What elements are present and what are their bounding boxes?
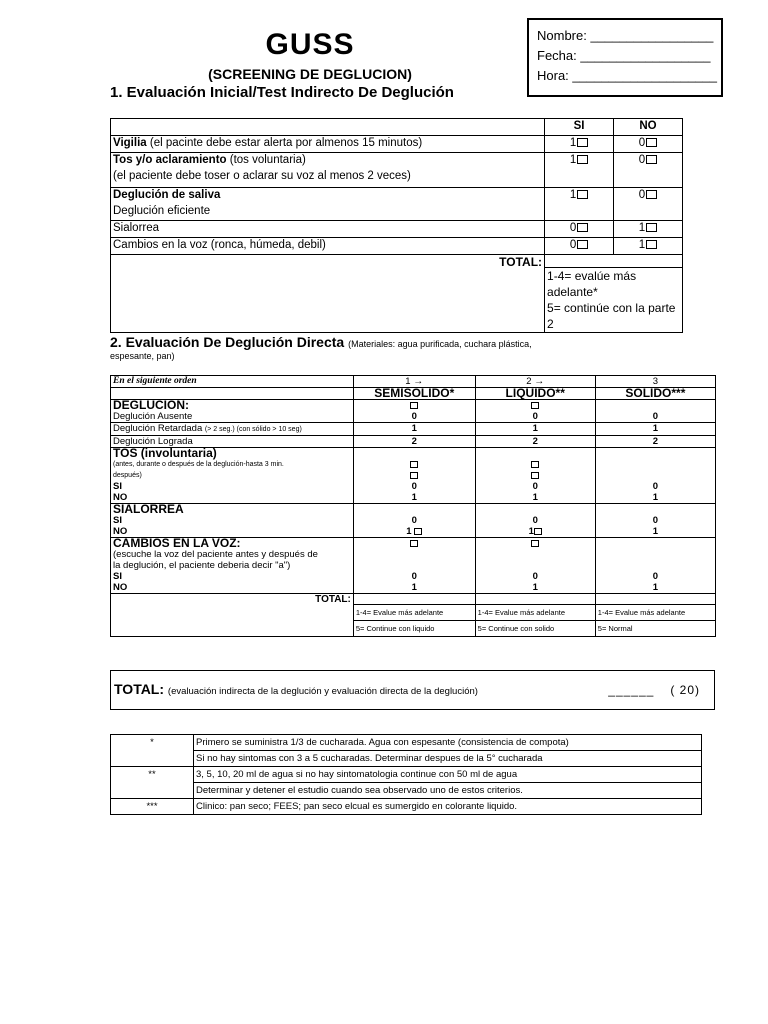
columns-row bbox=[111, 388, 716, 400]
table-row: Deglución Ausente 0 0 0 bbox=[111, 411, 716, 423]
checkbox-icon[interactable] bbox=[577, 190, 588, 199]
checkbox-icon[interactable] bbox=[577, 240, 588, 249]
indirect-test-table bbox=[110, 118, 683, 333]
liquido-total-input[interactable] bbox=[476, 594, 595, 605]
table-row: Deglución eficiente bbox=[111, 204, 683, 221]
checkbox-icon[interactable] bbox=[410, 402, 418, 409]
table1-total-row bbox=[111, 255, 683, 333]
section2-title: 2. Evaluación De Deglución Directa (Materiales: agua purificada, cuchara plástica, bbox=[110, 334, 532, 350]
document-subtitle: (SCREENING DE DEGLUCION) bbox=[208, 66, 412, 82]
order-label: En el siguiente orden bbox=[111, 376, 354, 388]
table-row: la deglución, el paciente deberia decir "a") bbox=[111, 560, 716, 571]
table-row: Vigilia (el pacinte debe estar alerta por almenos 15 minutos) 1 0 bbox=[111, 136, 683, 153]
document-title: GUSS bbox=[265, 28, 355, 61]
table-row: * Primero se suministra 1/3 de cucharada. Agua con espesante (consistencia de compota) bbox=[111, 735, 702, 751]
col-liquido: LIQUIDO** bbox=[475, 388, 595, 400]
table-row: Deglución Lograda 2 2 2 bbox=[111, 436, 716, 448]
table-row: Tos y/o aclaramiento (tos voluntaria) 1 0 bbox=[111, 153, 683, 170]
table-row: (antes, durante o después de la deglución-hasta 3 min. bbox=[111, 459, 716, 470]
table-row: (escuche la voz del paciente antes y después de bbox=[111, 549, 716, 560]
section1-title: 1. Evaluación Inicial/Test Indirecto De Deglución bbox=[110, 84, 454, 101]
semisolido-total-input[interactable] bbox=[354, 594, 475, 605]
table-row: SI 0 0 0 bbox=[111, 481, 716, 492]
table-row: SI 0 0 0 bbox=[111, 571, 716, 582]
table-row: SI 0 0 0 bbox=[111, 515, 716, 526]
fecha-field[interactable]: Fecha: __________________ bbox=[537, 48, 711, 63]
footnotes-table bbox=[110, 734, 702, 815]
checkbox-icon[interactable] bbox=[414, 528, 422, 535]
table-row: ** 3, 5, 10, 20 ml de agua si no hay sintomatologia continue con 50 ml de agua bbox=[111, 767, 702, 783]
table-row: Deglución de saliva 1 0 bbox=[111, 188, 683, 205]
checkbox-icon[interactable] bbox=[646, 138, 657, 147]
table1-total-label: TOTAL: bbox=[499, 255, 543, 269]
table-row: después) bbox=[111, 470, 716, 481]
table-row: Determinar y detener el estudio cuando sea observado uno de estos criterios. bbox=[111, 783, 702, 799]
checkbox-icon[interactable] bbox=[534, 528, 542, 535]
table1-note1: 1-4= evalúe más adelante* bbox=[547, 269, 637, 299]
checkbox-icon[interactable] bbox=[531, 402, 539, 409]
table-row: Cambios en la voz (ronca, húmeda, debil) 0 1 bbox=[111, 238, 683, 255]
solido-total-input[interactable] bbox=[596, 594, 715, 605]
table-row: NO 1 1 1 bbox=[111, 582, 716, 594]
checkbox-icon[interactable] bbox=[577, 155, 588, 164]
cambios-head: CAMBIOS EN LA VOZ: bbox=[111, 538, 716, 550]
checkbox-icon[interactable] bbox=[410, 461, 418, 468]
table1-note2: 5= continúe con la parte 2 bbox=[547, 301, 676, 331]
col-solido: SOLIDO*** bbox=[595, 388, 715, 400]
grand-total-max: ( 20) bbox=[670, 683, 700, 697]
table-row: *** Clinico: pan seco; FEES; pan seco elcual es sumergido en colorante liquido. bbox=[111, 799, 702, 815]
checkbox-icon[interactable] bbox=[410, 472, 418, 479]
table-row: Si no hay sintomas con 3 a 5 cucharadas. Determinar despues de la 5° cucharada bbox=[111, 751, 702, 767]
checkbox-icon[interactable] bbox=[531, 461, 539, 468]
tos-head: TOS (involuntaria) bbox=[111, 448, 716, 460]
col-si: SI bbox=[545, 119, 614, 136]
checkbox-icon[interactable] bbox=[577, 138, 588, 147]
table-row: Deglución Retardada (> 2 seg.) (con sólido > 10 seg) 1 1 1 bbox=[111, 423, 716, 436]
section2-materials: espesante, pan) bbox=[110, 351, 175, 361]
order-row: En el siguiente orden 1 → 2 → 3 bbox=[111, 376, 716, 388]
grand-total-box: TOTAL: (evaluación indirecta de la deglución y evaluación directa de la deglución) ______ ( 20) bbox=[110, 670, 715, 710]
table-row: (el paciente debe toser o aclarar su voz al menos 2 veces) bbox=[111, 169, 683, 188]
checkbox-icon[interactable] bbox=[646, 240, 657, 249]
col-no: NO bbox=[614, 119, 683, 136]
table1-header bbox=[111, 119, 683, 136]
checkbox-icon[interactable] bbox=[577, 223, 588, 232]
checkbox-icon[interactable] bbox=[531, 472, 539, 479]
checkbox-icon[interactable] bbox=[646, 155, 657, 164]
direct-test-table bbox=[110, 375, 716, 637]
col-semisolido: SEMISOLIDO* bbox=[353, 388, 475, 400]
nombre-field[interactable]: Nombre: _________________ bbox=[537, 28, 714, 43]
table-row: NO 1 1 1 bbox=[111, 526, 716, 538]
grand-total-label: TOTAL: bbox=[114, 681, 165, 697]
deglucion-head: DEGLUCION: bbox=[111, 400, 716, 412]
table-row: NO 1 1 1 bbox=[111, 492, 716, 504]
grand-total-input[interactable]: ______ bbox=[608, 683, 655, 697]
checkbox-icon[interactable] bbox=[531, 540, 539, 547]
checkbox-icon[interactable] bbox=[646, 190, 657, 199]
arrow-right-icon: → bbox=[413, 376, 424, 387]
checkbox-icon[interactable] bbox=[410, 540, 418, 547]
table2-total-row: TOTAL: 1-4= Evalue más adelante 5= Continue con liquido 1-4= Evalue más adelante 5= Continue con solido 1-4= Evalue más adelante 5= Normal bbox=[111, 594, 716, 637]
patient-info-box bbox=[527, 18, 723, 97]
table-row: Sialorrea 0 1 bbox=[111, 221, 683, 238]
checkbox-icon[interactable] bbox=[646, 223, 657, 232]
sialorrea-head: SIALORREA bbox=[111, 504, 716, 516]
table2-total-label: TOTAL: bbox=[315, 594, 351, 605]
hora-field[interactable]: Hora: ____________________ bbox=[537, 68, 718, 83]
table1-total-input[interactable] bbox=[545, 255, 682, 268]
arrow-right-icon: → bbox=[534, 376, 545, 387]
